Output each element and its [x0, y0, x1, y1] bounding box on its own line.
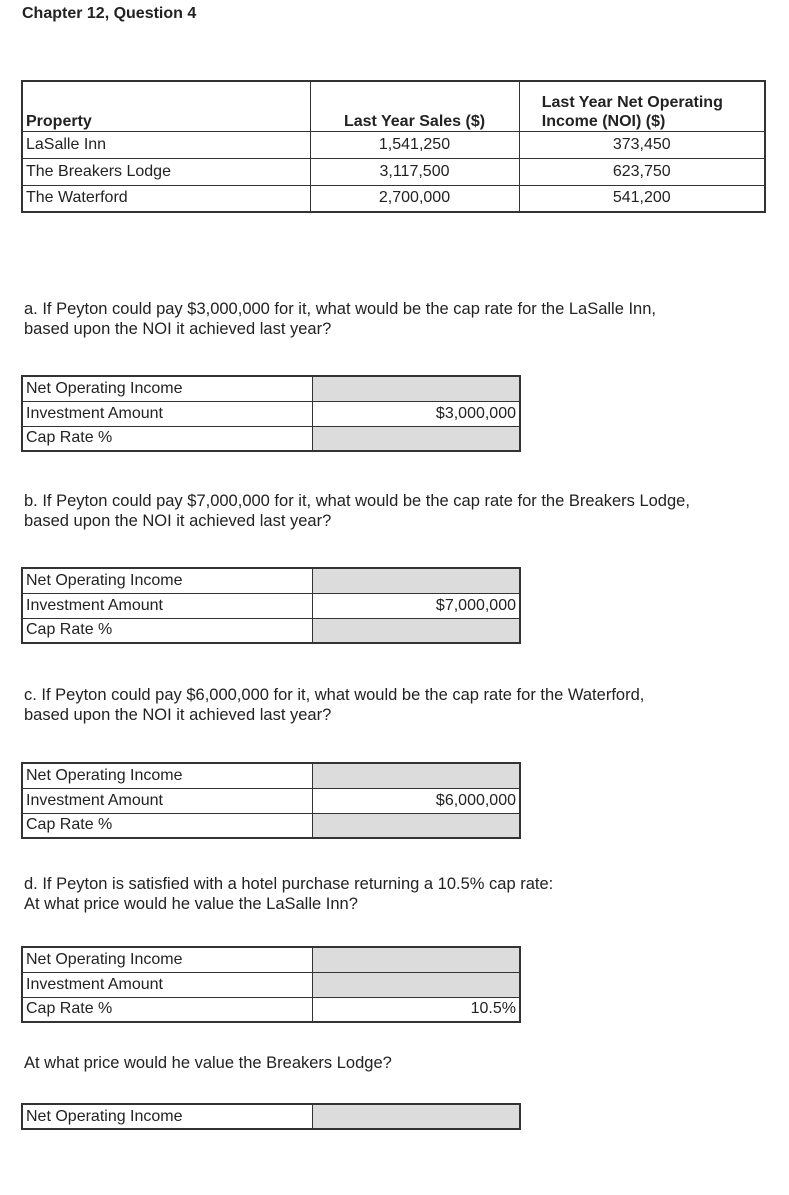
header-property: Property [22, 81, 310, 131]
label: Net Operating Income [22, 947, 312, 972]
noi-input[interactable] [312, 568, 520, 593]
page-title: Chapter 12, Question 4 [22, 5, 197, 22]
label: Investment Amount [22, 788, 312, 813]
label: Cap Rate % [22, 426, 312, 451]
cell: The Breakers Lodge [22, 158, 310, 185]
label: Cap Rate % [22, 618, 312, 643]
label: Cap Rate % [22, 997, 312, 1022]
noi-input[interactable] [312, 376, 520, 401]
question-b: b. If Peyton could pay $7,000,000 for it, what would be the cap rate for the Breakers Lodge, based upon the NOI it achieved last year? [24, 492, 690, 530]
header-noi: Last Year Net Operating Income (NOI) ($) [519, 81, 765, 131]
property-table [21, 80, 766, 213]
noi-input[interactable] [312, 763, 520, 788]
cell: The Waterford [22, 185, 310, 212]
label: Net Operating Income [22, 568, 312, 593]
cell: 623,750 [519, 158, 765, 185]
cell: 3,117,500 [310, 158, 519, 185]
table-d [21, 946, 521, 1023]
table-a [21, 375, 521, 452]
table-c [21, 762, 521, 839]
noi-input[interactable] [312, 1104, 520, 1129]
cell: 2,700,000 [310, 185, 519, 212]
label: Investment Amount [22, 401, 312, 426]
question-a: a. If Peyton could pay $3,000,000 for it, what would be the cap rate for the LaSalle Inn, based upon the NOI it achieved last year? [24, 300, 656, 338]
label: Net Operating Income [22, 376, 312, 401]
header-sales: Last Year Sales ($) [310, 81, 519, 131]
table-e [21, 1103, 521, 1130]
table-row [22, 158, 765, 185]
question-d: d. If Peyton is satisfied with a hotel purchase returning a 10.5% cap rate: At what price would he value the LaSalle Inn? [24, 875, 554, 913]
table-row [22, 131, 765, 158]
label: Cap Rate % [22, 813, 312, 838]
investment-value[interactable]: $6,000,000 [312, 788, 520, 813]
cell: LaSalle Inn [22, 131, 310, 158]
table-row [22, 185, 765, 212]
label: Net Operating Income [22, 1104, 312, 1129]
table-b [21, 567, 521, 644]
label: Investment Amount [22, 593, 312, 618]
cap-rate-input[interactable] [312, 813, 520, 838]
investment-input[interactable] [312, 972, 520, 997]
cell: 541,200 [519, 185, 765, 212]
cap-rate-input[interactable] [312, 426, 520, 451]
cap-rate-value[interactable]: 10.5% [312, 997, 520, 1022]
investment-value[interactable]: $7,000,000 [312, 593, 520, 618]
cell: 1,541,250 [310, 131, 519, 158]
question-c: c. If Peyton could pay $6,000,000 for it, what would be the cap rate for the Waterford, based upon the NOI it achieved last year? [24, 686, 645, 724]
label: Net Operating Income [22, 763, 312, 788]
investment-value[interactable]: $3,000,000 [312, 401, 520, 426]
cap-rate-input[interactable] [312, 618, 520, 643]
question-e: At what price would he value the Breakers Lodge? [24, 1054, 392, 1072]
noi-input[interactable] [312, 947, 520, 972]
cell: 373,450 [519, 131, 765, 158]
label: Investment Amount [22, 972, 312, 997]
